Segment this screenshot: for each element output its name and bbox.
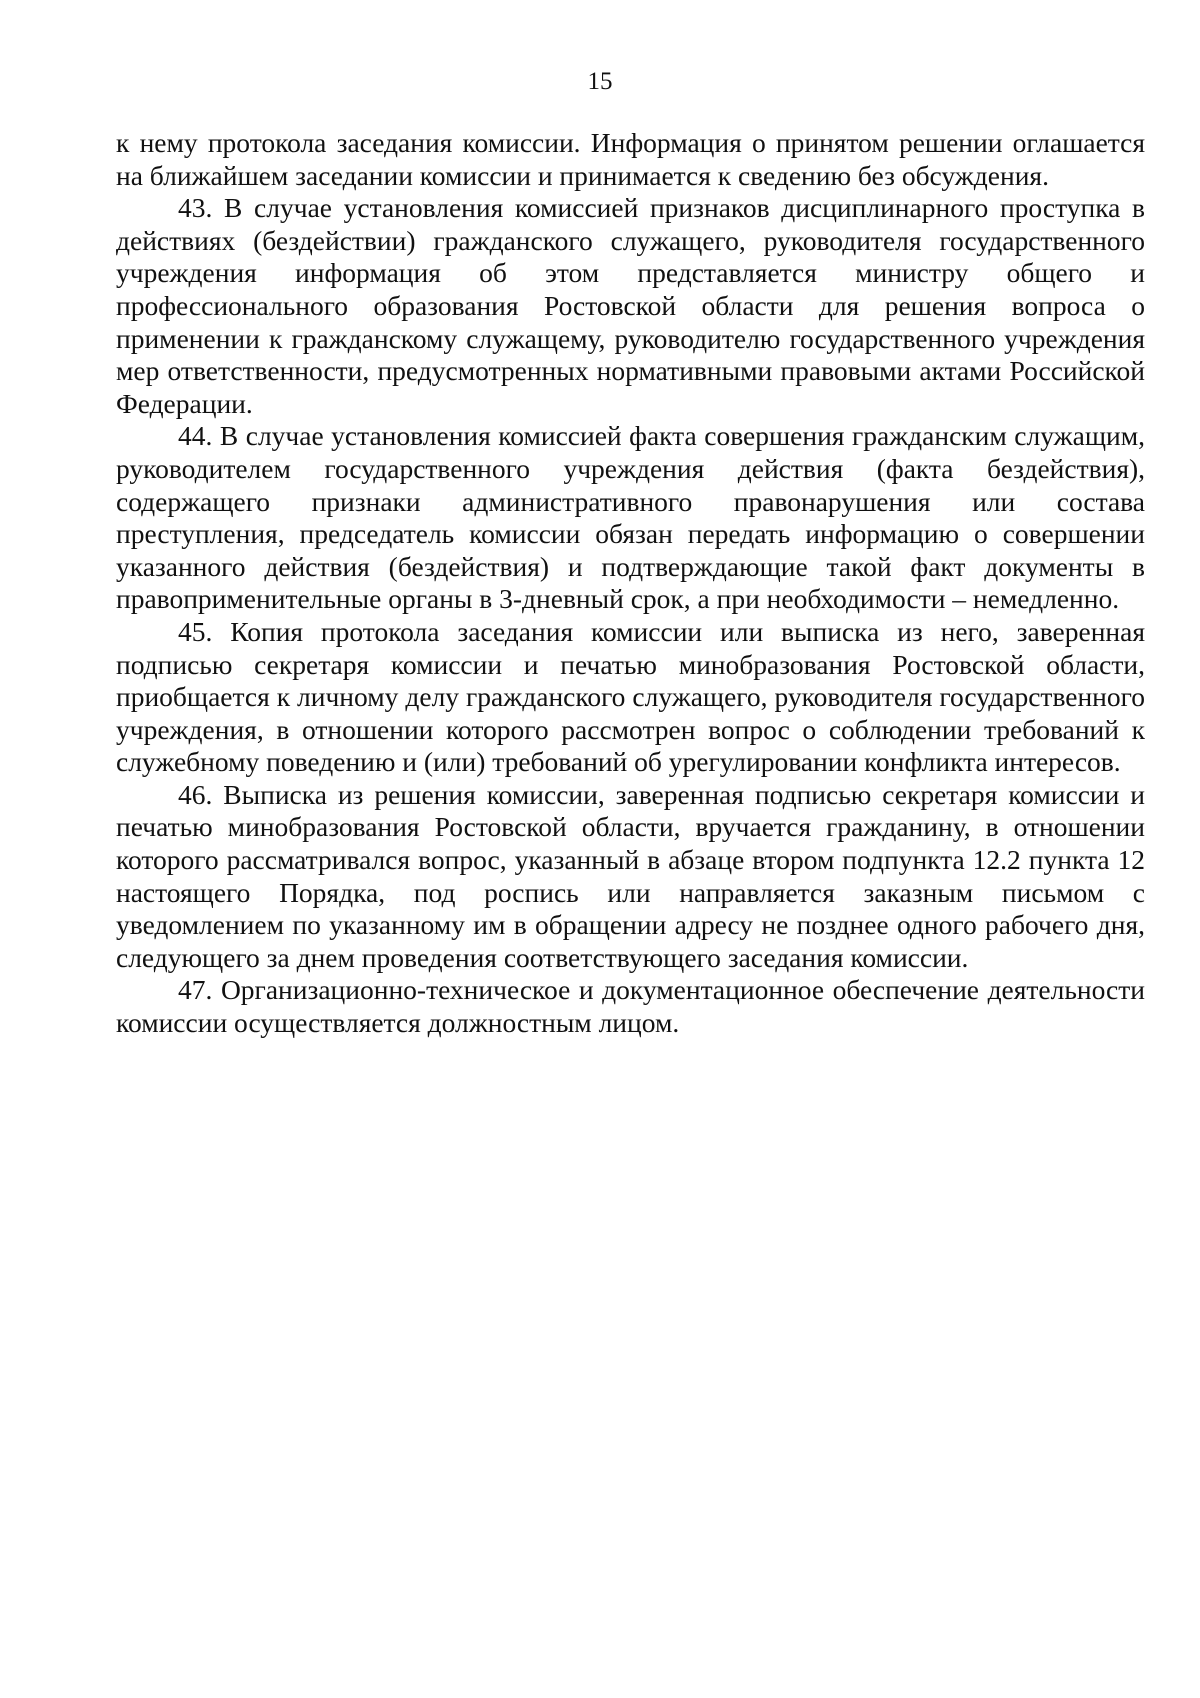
- paragraph-47: 47. Организационно-техническое и документационное обеспечение деятельности комиссии осуществляется должностным лицом.: [116, 974, 1145, 1039]
- paragraph-45: 45. Копия протокола заседания комиссии или выписка из него, заверенная подписью секретаря комиссии и печатью минобразования Ростовской области, приобщается к личному делу гражданского служащего, руководителя государственного учреждения, в отношении которого рассмотрен вопрос о соблюдении требований к служебному поведению и (или) требований об урегулировании конфликта интересов.: [116, 615, 1145, 778]
- paragraph-46: 46. Выписка из решения комиссии, заверенная подписью секретаря комиссии и печатью минобразования Ростовской области, вручается гражданину, в отношении которого рассматривался вопрос, указанный в абзаце втором подпункта 12.2 пункта 12 настоящего Порядка, под роспись или направляется заказным письмом с уведомлением по указанному им в обращении адресу не позднее одного рабочего дня, следующего за днем проведения соответствующего заседания комиссии.: [116, 778, 1145, 973]
- paragraph-43: 43. В случае установления комиссией признаков дисциплинарного проступка в действиях (бездействии) гражданского служащего, руководителя государственного учреждения информация об этом представляется министру общего и профессионального образования Ростовской области для решения вопроса о применении к гражданскому служащему, руководителю государственного учреждения мер ответственности, предусмотренных нормативными правовыми актами Российской Федерации.: [116, 192, 1145, 419]
- document-body: [116, 127, 1145, 1040]
- paragraph-continuation: к нему протокола заседания комиссии. Информация о принятом решении оглашается на ближайшем заседании комиссии и принимается к сведению без обсуждения.: [116, 127, 1145, 191]
- paragraph-44: 44. В случае установления комиссией факта совершения гражданским служащим, руководителем государственного учреждения действия (факта бездействия), содержащего признаки административного правонарушения или состава преступления, председатель комиссии обязан передать информацию о совершении указанного действия (бездействия) и подтверждающие такой факт документы в правоприменительные органы в 3-дневный срок, а при необходимости – немедленно.: [116, 420, 1145, 615]
- page-number: 15: [587, 68, 613, 95]
